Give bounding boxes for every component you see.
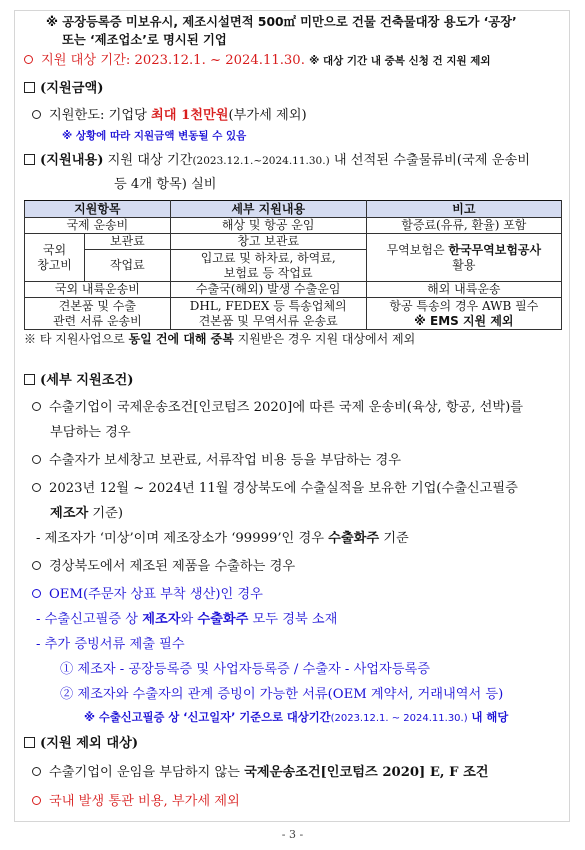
- group-label-2: 창고비: [37, 257, 72, 272]
- table-cell: [170, 298, 366, 330]
- table-cell: 할증료(유류, 환율) 포함: [366, 218, 561, 234]
- c3-sub-bold: 수출화주: [328, 531, 380, 546]
- table-note: [24, 331, 564, 348]
- table-row: [25, 298, 562, 330]
- detail-line2: 견본품 및 무역서류 운송료: [198, 313, 338, 328]
- conditions-title: [24, 372, 564, 389]
- table-cell: [25, 298, 171, 330]
- amount-title-text: (지원금액): [40, 81, 104, 96]
- condition-2: [32, 452, 564, 469]
- c5-note-prefix: ※ 수출신고필증 상 ‘신고일자’ 기준으로 대상기간: [84, 711, 331, 724]
- item-line2: 관련 서류 운송비: [52, 313, 142, 328]
- circle-bullet-icon: [32, 110, 41, 119]
- note-line2: ※ EMS 지원 제외: [414, 313, 514, 328]
- table-note-suffix: 지원받은 경우 지원 대상에서 제외: [233, 332, 416, 346]
- condition-3-rest: 기준): [88, 506, 124, 521]
- note-bold: 한국무역보험공사: [448, 242, 542, 257]
- amount-section-title: [24, 80, 564, 97]
- condition-3-sub: [36, 530, 564, 547]
- circle-bullet-icon: [32, 402, 41, 411]
- c5-sub1-suffix: 모두 경북 소재: [248, 612, 338, 627]
- c5-sub1-prefix: - 수출신고필증 상: [36, 612, 143, 627]
- condition-1-text: 수출기업이 국제운송조건[인코텀즈 2020]에 따른 국제 운송비(육상, 항공, 선박)를: [49, 400, 524, 415]
- exclusions-title: [24, 735, 564, 752]
- condition-5-sub1: [36, 611, 564, 628]
- c3-sub-suffix: 기준: [379, 531, 409, 546]
- circle-bullet-icon: [32, 483, 41, 492]
- period-note: ※ 대상 기간 내 중복 신청 건 지원 제외: [309, 55, 491, 67]
- exclusion-2: [32, 793, 564, 810]
- table-cell: [366, 298, 561, 330]
- amount-note: ※ 상황에 따라 지원금액 변동될 수 있음: [62, 130, 247, 142]
- circle-bullet-icon: [32, 589, 41, 598]
- c5-note-suffix: 내 해당: [467, 711, 509, 724]
- condition-5-sub2-1: ① 제조자 - 공장등록증 및 사업자등록증 / 수출자 - 사업자등록증: [60, 662, 431, 677]
- condition-3-text: 2023년 12월 ~ 2024년 11월 경상북도에 수출실적을 보유한 기업(수출신고필증: [49, 481, 518, 496]
- c5-sub1-bold1: 제조자: [142, 612, 181, 627]
- condition-5-text: OEM(주문자 상표 부착 생산)인 경우: [49, 587, 263, 602]
- content-title: (지원내용): [40, 153, 104, 168]
- exclusion-1-prefix: 수출기업이 운임을 부담하지 않는: [49, 765, 245, 780]
- table-row: [25, 218, 562, 234]
- document-body: [24, 14, 564, 810]
- limit-value: 최대 1천만원: [151, 108, 229, 123]
- condition-5: [32, 586, 564, 603]
- table-cell: [170, 250, 366, 282]
- condition-4-text: 경상북도에서 제조된 제품을 수출하는 경우: [49, 559, 296, 574]
- condition-3: [32, 480, 564, 497]
- table-row: [25, 282, 562, 298]
- detail-line1: DHL, FEDEX 등 특송업체의: [189, 298, 347, 313]
- work-detail-2: 보험료 등 작업료: [223, 265, 313, 280]
- limit-suffix: (부가세 제외): [228, 108, 307, 123]
- exclusions-title-text: (지원 제외 대상): [40, 736, 139, 751]
- table-cell: 작업료: [85, 250, 171, 282]
- condition-5-note: [84, 709, 564, 727]
- support-items-table: [24, 200, 562, 330]
- c3-sub-prefix: - 제조자가 ‘미상’이며 제조장소가 ‘99999’인 경우: [36, 531, 329, 546]
- circle-bullet-icon: [32, 561, 41, 570]
- exclusion-1-bold: 국제운송조건[인코텀즈 2020] E, F 조건: [244, 765, 489, 780]
- work-detail-1: 입고료 및 하차료, 하역료,: [200, 250, 336, 265]
- circle-bullet-icon: [32, 455, 41, 464]
- content-desc-line2: 등 4개 항목) 실비: [114, 177, 217, 192]
- table-cell-group: [25, 234, 85, 282]
- condition-2-text: 수출자가 보세창고 보관료, 서류작업 비용 등을 부담하는 경우: [49, 453, 402, 468]
- table-note-prefix: ※ 타 지원사업으로: [24, 332, 129, 346]
- checkbox-square-icon: [24, 374, 35, 385]
- conditions-title-text: (세부 지원조건): [40, 373, 134, 388]
- page-number: - 3 -: [281, 828, 304, 841]
- table-header: 비고: [366, 201, 561, 218]
- table-note-bold: 동일 건에 대해 중복: [128, 332, 234, 346]
- condition-3-bold: 제조자: [50, 506, 89, 521]
- condition-5-sub2-2: ② 제조자와 수출자의 관계 증빙이 가능한 서류(OEM 계약서, 거래내역서 등): [60, 687, 504, 702]
- content-section-row: [24, 152, 564, 170]
- table-cell: 국외 내륙운송비: [25, 282, 171, 298]
- amount-limit-row: [32, 107, 564, 124]
- c5-note-period: (2023.12.1. ~ 2024.11.30.): [330, 713, 468, 724]
- circle-bullet-icon: [24, 55, 33, 64]
- note-line1: 항공 특송의 경우 AWB 필수: [389, 298, 539, 313]
- checkbox-square-icon: [24, 82, 35, 93]
- circle-bullet-icon: [32, 796, 41, 805]
- note-line2: 활용: [452, 257, 476, 272]
- item-line1: 견본품 및 수출: [58, 298, 136, 313]
- table-row: [25, 234, 562, 250]
- period-text: 지원 대상 기간: 2023.12.1. ~ 2024.11.30.: [41, 53, 305, 68]
- period-row: [24, 52, 564, 70]
- table-cell: 해외 내륙운송: [366, 282, 561, 298]
- condition-4: [32, 558, 564, 575]
- c5-sub1-mid: 와: [180, 612, 198, 627]
- table-cell: 국제 운송비: [25, 218, 171, 234]
- content-desc-rest: 내 선적된 수출물류비(국제 운송비: [329, 153, 530, 168]
- group-label-1: 국외: [42, 242, 67, 257]
- table-cell: 해상 및 항공 운임: [170, 218, 366, 234]
- condition-1: [32, 399, 564, 416]
- note-prefix: 무역보험은: [386, 242, 449, 257]
- circle-bullet-icon: [32, 767, 41, 776]
- content-desc-1: 지원 대상 기간: [103, 153, 193, 168]
- condition-1-cont: 부담하는 경우: [50, 425, 131, 440]
- checkbox-square-icon: [24, 737, 35, 748]
- top-note-line1: ※ 공장등록증 미보유시, 제조시설면적 500㎡ 미만으로 건물 건축물대장 용도가 ‘공장’: [46, 15, 517, 29]
- table-header: 지원항목: [25, 201, 171, 218]
- condition-5-sub2: - 추가 증빙서류 제출 필수: [36, 637, 185, 652]
- c5-sub1-bold2: 수출화주: [197, 612, 249, 627]
- table-header: 세부 지원내용: [170, 201, 366, 218]
- exclusion-1: [32, 764, 564, 781]
- top-note-line2: 또는 ‘제조업소’로 명시된 기업: [62, 33, 227, 47]
- table-cell: 보관료: [85, 234, 171, 250]
- limit-prefix: 지원한도: 기업당: [49, 108, 152, 123]
- condition-3-cont: [50, 505, 564, 522]
- table-cell: 창고 보관료: [170, 234, 366, 250]
- table-cell-note: [366, 234, 561, 282]
- checkbox-square-icon: [24, 154, 35, 165]
- exclusion-2-text: 국내 발생 통관 비용, 부가세 제외: [49, 794, 240, 809]
- content-desc-period: (2023.12.1.~2024.11.30.): [192, 155, 330, 167]
- table-cell: 수출국(해외) 발생 수출운임: [170, 282, 366, 298]
